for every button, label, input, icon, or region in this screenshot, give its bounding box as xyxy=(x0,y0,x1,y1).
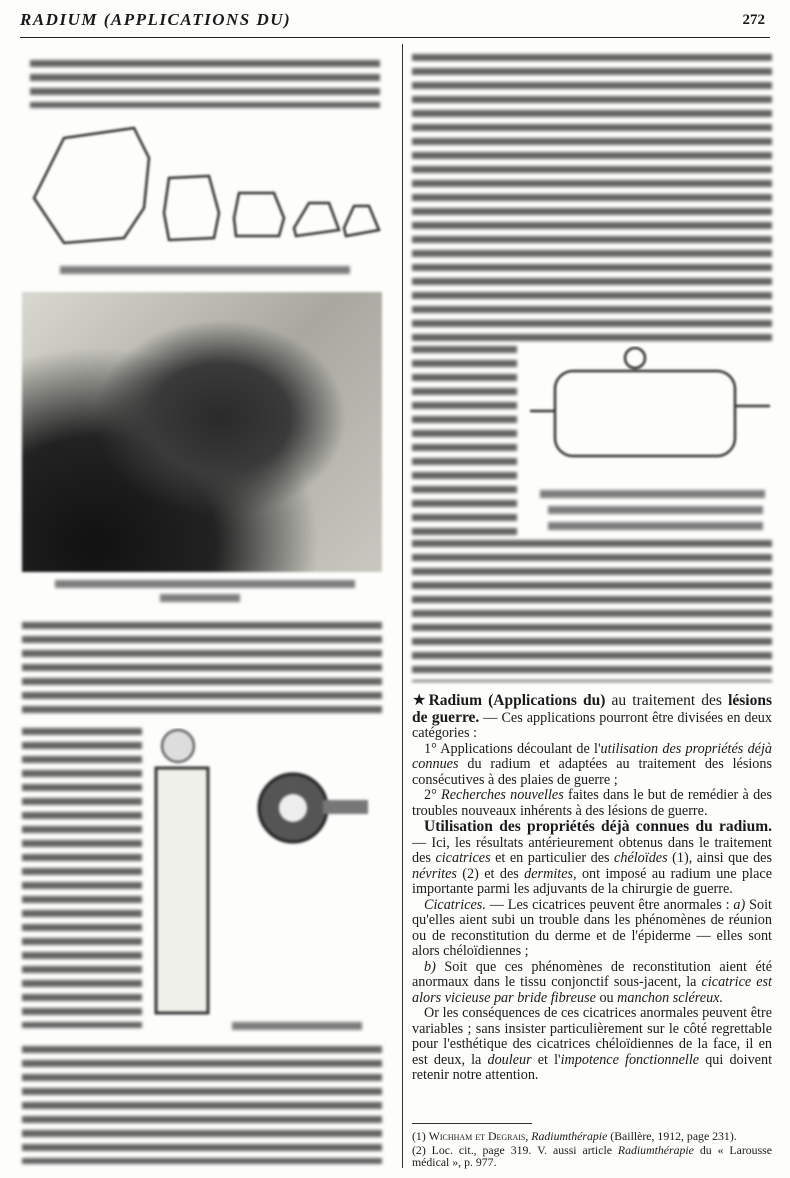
figure-tube-large xyxy=(34,128,149,243)
article-heading: Radium (Applications du) xyxy=(428,692,606,709)
right-text-block-wrap xyxy=(412,346,517,536)
figure-applicator xyxy=(148,728,378,1018)
figure-tube-body xyxy=(156,768,208,1013)
column-rule xyxy=(402,44,403,1168)
figure-emanation-tube xyxy=(525,346,775,476)
page-number: 272 xyxy=(742,12,765,28)
footnote-1: (1) Wichham et Degrais, Radiumthérapie (Baillère, 1912, page 231). xyxy=(412,1129,737,1143)
list-item-1: 1° Applications découlant de l'utilisation des propriétés déjà connues du radium et adaptées au traitement des lésions consécutives à des plaies de guerre ; xyxy=(412,740,772,788)
figure-cylinder xyxy=(555,371,735,456)
figure-caption-3 xyxy=(232,1022,362,1030)
left-text-block-top xyxy=(30,60,380,108)
article-radium-war-lesions xyxy=(412,693,772,1084)
paragraph-cicatrices: Cicatrices. — Les cicatrices peuvent être anormales : a) Soit qu'elles aient subi un trouble dans les phénomènes de réunion ou de reconstitution du derme et de l'épiderme — elles sont alors chéloïdiennes ; xyxy=(412,896,772,959)
figure-tube-3 xyxy=(234,193,284,236)
running-title: RADIUM (APPLICATIONS DU) xyxy=(20,10,292,29)
page-header xyxy=(20,6,765,36)
left-text-block-wrap xyxy=(22,728,142,1028)
paragraph-or: Or les conséquences de ces cicatrices anormales peuvent être variables ; sans insister particulièrement sur le côté regrettable pour l'esthétique des cicatrices chéloïdiennes de la face, il en est deux, la douleur et l'impotence fonctionnelle qui doivent retenir notre attention. xyxy=(412,1005,773,1083)
article-heading-paragraph: ★Radium (Applications du) au traitement des lésions de guerre. — Ces applications pourront être divisées en deux catégories : xyxy=(412,692,773,741)
figure-disk-center xyxy=(279,794,307,822)
figure-caption-1 xyxy=(60,266,350,274)
footnotes xyxy=(412,1130,772,1170)
right-text-block-top xyxy=(412,54,772,344)
figure-caption-4 xyxy=(540,490,765,498)
list-item-2: 2° Recherches nouvelles faites dans le but de remédier à des troubles nouveaux inhérents à des lésions de guerre. xyxy=(412,787,772,819)
left-text-block-bottom xyxy=(22,1046,382,1164)
figure-radium-tubes xyxy=(24,118,384,258)
figure-tube-4 xyxy=(294,203,339,236)
subsection-heading: Utilisation des propriétés déjà connues du radium. xyxy=(424,818,772,835)
figure-caption-4b xyxy=(548,506,763,514)
figure-photo-apparatus xyxy=(22,292,382,572)
figure-gauge xyxy=(625,348,645,368)
subsection-utilisation: Utilisation des propriétés déjà connues du radium. — Ici, les résultats antérieurement obtenus dans le traitement des cicatrices et en particulier des chéloïdes (1), ainsi que des névrites (2) et des dermites, ont imposé au radium une place importante parmi les adjuvants de la chirurgie de guerre. xyxy=(412,818,772,897)
right-text-block-mid xyxy=(412,540,772,682)
figure-disk-handle xyxy=(323,800,368,814)
footnote-rule xyxy=(412,1123,532,1124)
figure-caption-2 xyxy=(55,580,355,588)
paragraph-b: b) Soit que ces phénomènes de reconstitution aient été anormaux dans le tissu conjonctif sous-jacent, la cicatrice est alors vicieuse par bride fibreuse ou manchon scléreux. xyxy=(412,958,772,1006)
figure-dial xyxy=(162,730,194,762)
left-text-block-mid xyxy=(22,622,382,718)
figure-tube-5 xyxy=(344,206,379,236)
star-icon: ★ xyxy=(412,692,429,709)
figure-tube-2 xyxy=(164,176,219,240)
footnote-2: (2) Loc. cit., page 319. V. aussi article Radiumthérapie du « Larousse médical », p. 977. xyxy=(412,1142,772,1169)
figure-caption-4c xyxy=(548,522,763,530)
header-rule xyxy=(20,37,770,38)
figure-caption-2b xyxy=(160,594,240,602)
